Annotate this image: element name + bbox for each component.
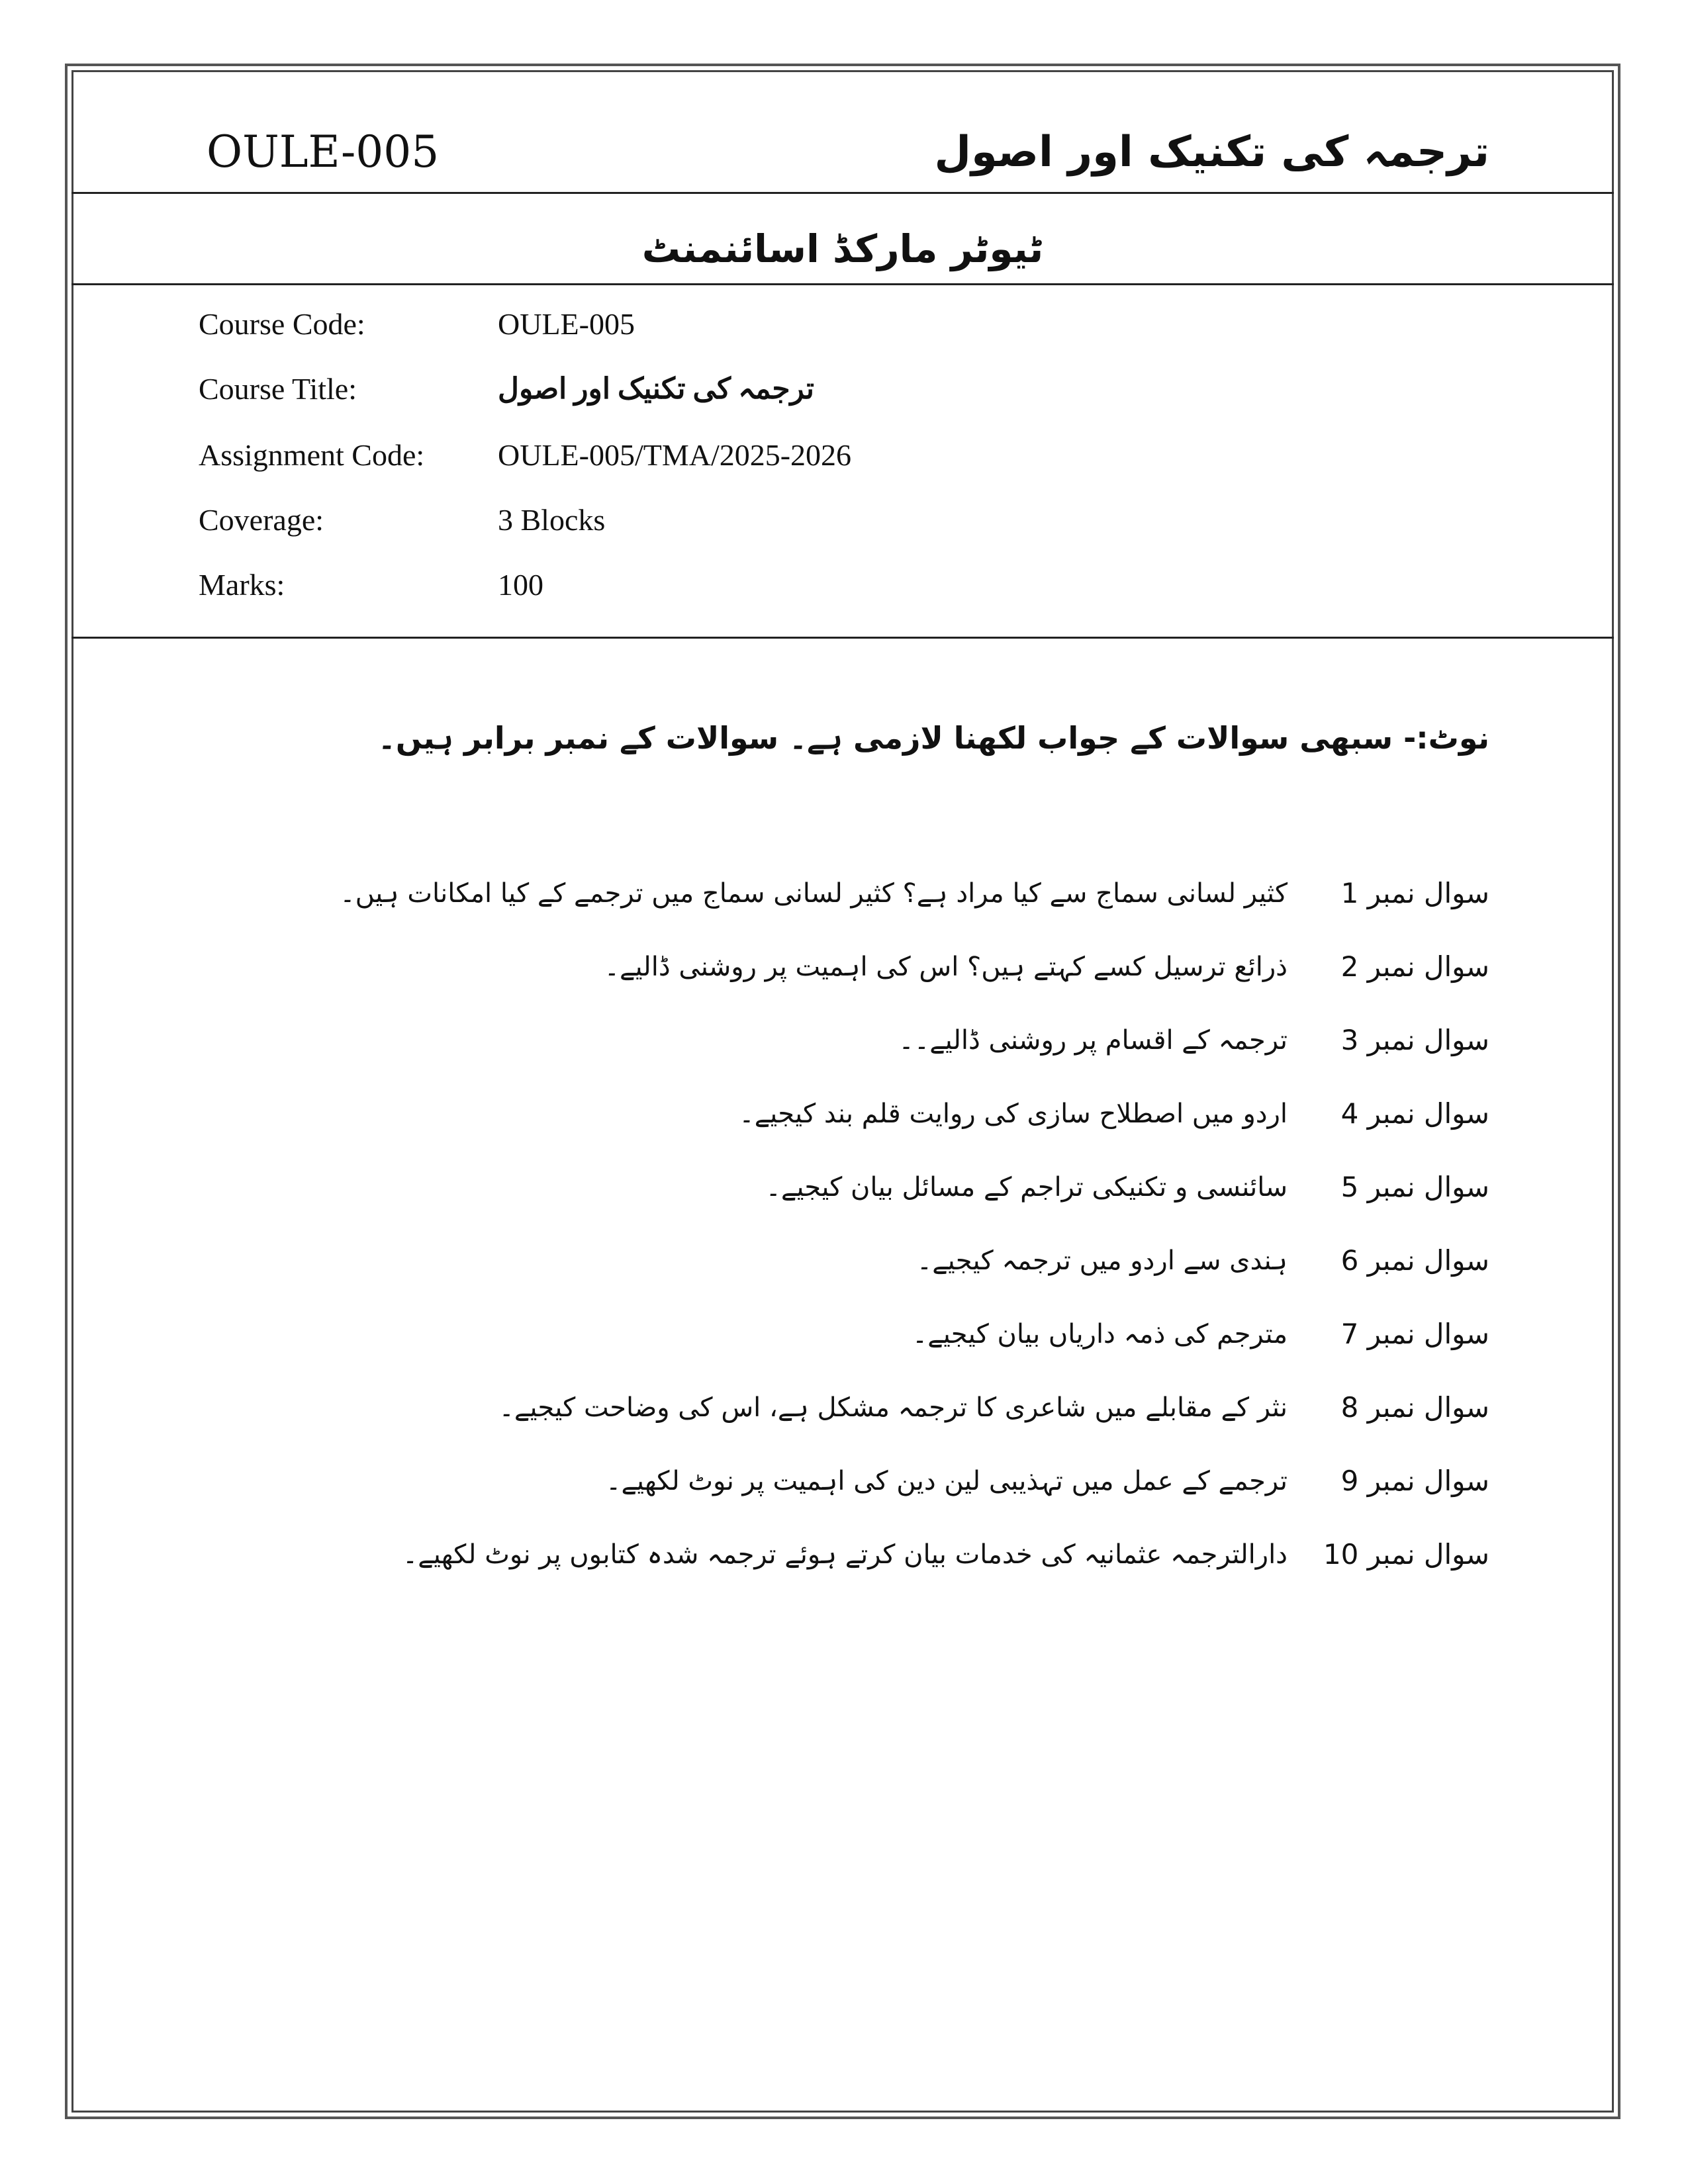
question-item <box>199 860 1489 927</box>
question-text: اردو میں اصطلاح سازی کی روایت قلم بند کیجیے۔ <box>739 1099 1288 1129</box>
question-item <box>199 934 1489 1000</box>
question-number: سوال نمبر 2 <box>1340 950 1489 983</box>
info-value: OULE-005 <box>498 307 635 341</box>
info-value: 100 <box>498 568 543 602</box>
question-number: سوال نمبر 4 <box>1340 1097 1489 1130</box>
info-label: Course Title: <box>199 372 357 406</box>
info-value: 3 Blocks <box>498 503 606 537</box>
info-value: OULE-005/TMA/2025-2026 <box>498 438 852 472</box>
question-item <box>199 1375 1489 1441</box>
info-value: ترجمہ کی تکنیک اور اصول <box>498 373 815 405</box>
info-label: Marks: <box>199 568 285 602</box>
question-text: دارالترجمہ عثمانیہ کی خدمات بیان کرتے ہوئے ترجمہ شدہ کتابوں پر نوٹ لکھیے۔ <box>402 1539 1288 1570</box>
header-course-title: ترجمہ کی تکنیک اور اصول <box>934 128 1489 177</box>
question-number: سوال نمبر 6 <box>1340 1244 1489 1277</box>
info-label: Coverage: <box>199 503 324 537</box>
question-item <box>199 1448 1489 1514</box>
question-item <box>199 1154 1489 1220</box>
question-text: ترجمے کے عمل میں تہذیبی لین دین کی اہمیت پر نوٹ لکھیے۔ <box>606 1466 1288 1496</box>
question-number: سوال نمبر 3 <box>1340 1024 1489 1056</box>
divider <box>71 192 1614 194</box>
question-item <box>199 1522 1489 1588</box>
question-text: سائنسی و تکنیکی تراجم کے مسائل بیان کیجیے۔ <box>765 1172 1288 1203</box>
question-text: ہندی سے اردو میں ترجمہ کیجیے۔ <box>916 1246 1288 1276</box>
question-item <box>199 1007 1489 1073</box>
divider <box>71 283 1614 285</box>
question-item <box>199 1228 1489 1294</box>
question-number: سوال نمبر 8 <box>1340 1391 1489 1424</box>
question-text: ترجمہ کے اقسام پر روشنی ڈالیے۔۔ <box>898 1025 1288 1056</box>
header-course-code: OULE-005 <box>207 126 440 177</box>
info-label: Assignment Code: <box>199 438 425 472</box>
question-text: مترجم کی ذمہ داریاں بیان کیجیے۔ <box>912 1319 1288 1349</box>
question-item <box>199 1301 1489 1367</box>
question-text: ذرائع ترسیل کسے کہتے ہیں؟ اس کی اہمیت پر روشنی ڈالیے۔ <box>604 952 1288 982</box>
question-number: سوال نمبر 1 <box>1340 877 1489 909</box>
question-number: سوال نمبر 5 <box>1340 1171 1489 1203</box>
question-number: سوال نمبر 9 <box>1340 1465 1489 1497</box>
question-item <box>199 1081 1489 1147</box>
info-label: Course Code: <box>199 307 365 341</box>
question-number: سوال نمبر 7 <box>1340 1318 1489 1350</box>
question-number: سوال نمبر 10 <box>1323 1538 1489 1570</box>
assignment-title: ٹیوٹر مارکڈ اسائنمنٹ <box>641 226 1044 271</box>
instructions-note: نوٹ:- سبھی سوالات کے جواب لکھنا لازمی ہے۔ سوالات کے نمبر برابر ہیں۔ <box>377 720 1489 756</box>
question-text: نثر کے مقابلے میں شاعری کا ترجمہ مشکل ہے، اس کی وضاحت کیجیے۔ <box>498 1392 1288 1423</box>
divider <box>71 637 1614 639</box>
question-text: کثیر لسانی سماج سے کیا مراد ہے؟ کثیر لسانی سماج میں ترجمے کے کیا امکانات ہیں۔ <box>340 878 1288 909</box>
